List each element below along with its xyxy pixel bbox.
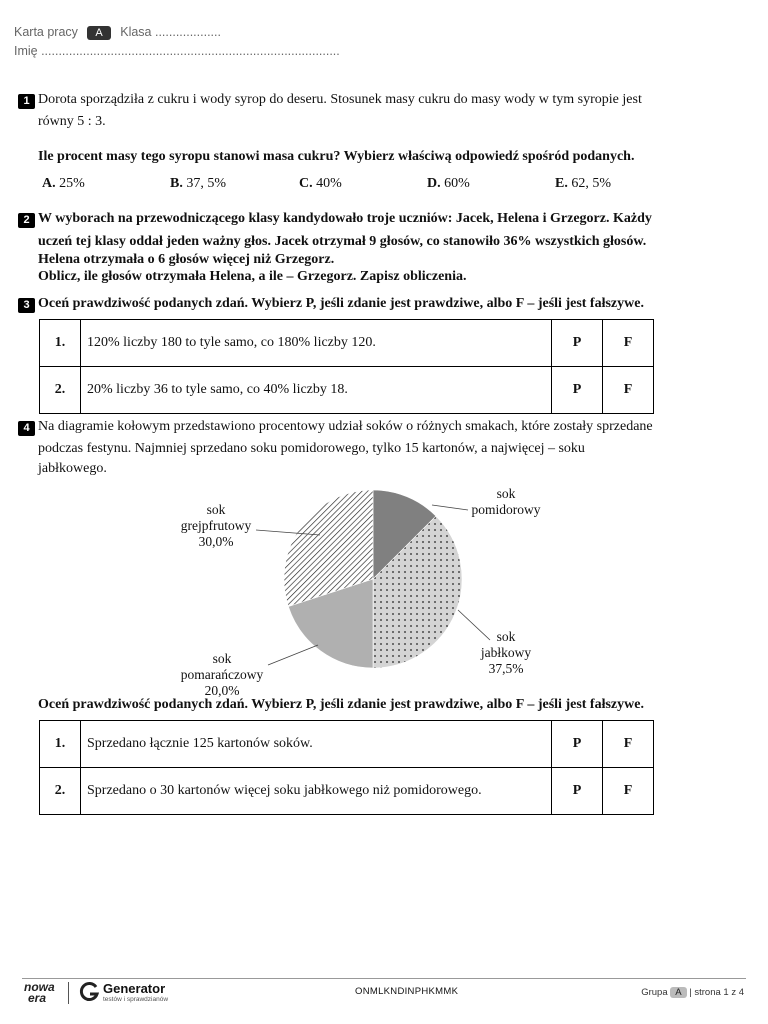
name-field: Imię ...................................................................................... [14,44,340,58]
question-number-2: 2 [18,213,35,228]
answer-d[interactable] [427,176,470,192]
q1-text-line1: Dorota sporządziła z cukru i wody syrop do deseru. Stosunek masy cukru do masy wody w tym syropie jest [38,92,642,107]
answer-value: 60% [444,176,470,191]
worksheet-header [14,25,221,40]
slice-label-line1: sok [496,629,516,644]
q4-text-line2: podczas festynu. Najmniej sprzedano soku pomidorowego, tylko 15 kartonów, a najwięcej – soku [38,441,585,456]
q1-text-line2: równy 5 : 3. [38,114,106,129]
statement: 120% liczby 180 to tyle samo, co 180% liczby 120. [81,320,552,367]
answer-b[interactable] [170,176,226,192]
answer-value: 62, 5% [571,176,612,191]
slice-label-line2: pomarańczowy [180,667,264,682]
answer-value: 37, 5% [186,176,227,191]
generator-brand [103,982,168,1004]
answer-letter: D. [427,176,441,191]
logo-separator [68,982,69,1004]
q2-text-line3: Helena otrzymała o 6 głosów więcej niż Grzegorz. [38,252,335,267]
q3-true-false-table [39,319,654,414]
answer-value: 40% [316,176,342,191]
footer-divider [22,978,746,979]
statement: 20% liczby 36 to tyle samo, co 40% liczby 18. [81,367,552,414]
answer-value: 25% [59,176,85,191]
slice-percent: 37,5% [488,661,524,676]
q1-question: Ile procent masy tego syropu stanowi masa cukru? Wybierz właściwą odpowiedź spośród podanych. [38,149,635,164]
slice-label-line1: sok [496,486,516,501]
q4-true-false-table [39,720,654,815]
q2-text-line1: W wyborach na przewodniczącego klasy kandydowało troje uczniów: Jacek, Helena i Grzegorz. Każdy [38,211,652,226]
true-option[interactable]: P [552,768,603,815]
slice-label-line2: pomidorowy [471,502,541,517]
statement: Sprzedano o 30 kartonów więcej soku jabłkowego niż pomidorowego. [81,768,552,815]
question-number-4: 4 [18,421,35,436]
statement: Sprzedano łącznie 125 kartonów soków. [81,721,552,768]
worksheet-label: Karta pracy [14,25,78,39]
false-option[interactable]: F [603,768,654,815]
slice-label-line2: jabłkowy [480,645,532,660]
table-row [40,768,654,815]
q2-text-line4: Oblicz, ile głosów otrzymała Helena, a ile – Grzegorz. Zapisz obliczenia. [38,269,467,284]
table-row [40,320,654,367]
generator-logo-icon [78,981,100,1003]
brand-bottom: era [28,991,47,1005]
slice-percent: 30,0% [198,534,234,549]
q4-text-line3: jabłkowego. [38,461,107,476]
q4-text-line1: Na diagramie kołowym przedstawiono procentowy udział soków o różnych smakach, które zostały sprzedane [38,419,653,434]
group-value-badge: A [670,987,686,998]
answer-letter: E. [555,176,568,191]
question-number-3: 3 [18,298,35,313]
leader-line [268,645,318,665]
label-grejpfrutowy [172,502,260,550]
juice-pie-chart [0,485,768,705]
true-option[interactable]: P [552,721,603,768]
document-code: ONMLKNDINPHKMMK [355,986,459,997]
table-row [40,367,654,414]
false-option[interactable]: F [603,367,654,414]
q4-instruction: Oceń prawdziwość podanych zdań. Wybierz P, jeśli zdanie jest prawdziwe, albo F – jeśli jest fałszywe. [38,697,644,712]
answer-a[interactable] [42,176,85,192]
answer-letter: A. [42,176,56,191]
class-field: Klasa ................... [120,25,221,39]
row-number: 2. [40,768,81,815]
slice-label-line2: grejpfrutowy [180,518,252,533]
brand-top: nowa [24,980,55,994]
table-row [40,721,654,768]
answer-e[interactable] [555,176,611,192]
page-number: | strona 1 z 4 [689,987,744,998]
row-number: 1. [40,320,81,367]
slice-percent: 20,0% [204,683,240,698]
row-number: 1. [40,721,81,768]
true-option[interactable]: P [552,320,603,367]
label-jablkowy [466,629,546,677]
slice-label-line1: sok [212,651,232,666]
generator-subtitle: testów i sprawdzianów [103,996,169,1003]
group-label: Grupa [641,987,668,998]
generator-title: Generator [103,981,166,996]
answer-c[interactable] [299,176,342,192]
group-badge: A [87,26,110,40]
row-number: 2. [40,367,81,414]
label-pomidorowy [468,486,544,518]
label-pomaranczowy [174,651,270,699]
page-indicator [641,987,744,998]
question-number-1: 1 [18,94,35,109]
false-option[interactable]: F [603,721,654,768]
false-option[interactable]: F [603,320,654,367]
true-option[interactable]: P [552,367,603,414]
slice-label-line1: sok [206,502,226,517]
answer-letter: C. [299,176,313,191]
answer-letter: B. [170,176,183,191]
q2-text-line2: uczeń tej klasy oddał jeden ważny głos. Jacek otrzymał 9 głosów, co stanowiło 36% wszystkich głosów. [38,234,647,249]
q3-instruction: Oceń prawdziwość podanych zdań. Wybierz P, jeśli zdanie jest prawdziwe, albo F – jeśli jest fałszywe. [38,296,644,311]
leader-line [432,505,468,510]
nowa-era-logo [24,982,55,1004]
